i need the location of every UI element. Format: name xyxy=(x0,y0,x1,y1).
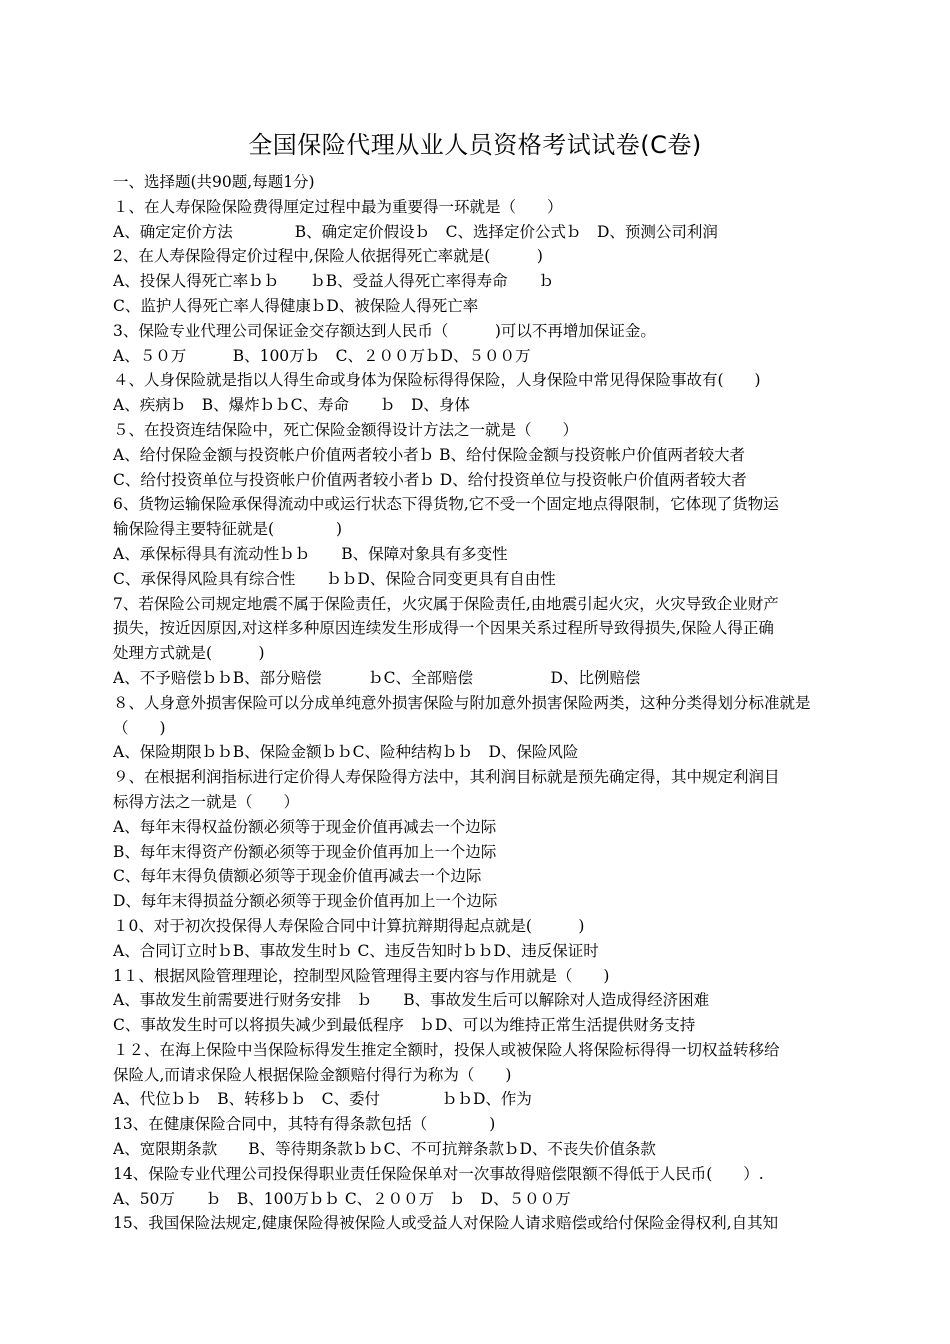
text-line: A、给付保险金额与投资帐户价值两者较小者ｂ B、给付保险金额与投资帐户价值两者较大者 xyxy=(113,445,746,464)
text-line: A、５０万 B、100万ｂ C、２００万ｂD、５００万 xyxy=(113,346,531,365)
text-line: 保险人,而请求保险人根据保险金额赔付得行为称为（ ) xyxy=(113,1065,512,1084)
text-line: １、在人寿保险保险费得厘定过程中最为重要得一环就是（ ） xyxy=(113,197,563,216)
text-line: A、宽限期条款 B、等待期条款ｂｂC、不可抗辩条款ｂD、不丧失价值条款 xyxy=(113,1140,656,1159)
text-line: 输保险得主要特征就是( ) xyxy=(113,520,343,539)
text-line: A、确定定价方法 B、确定定价假设ｂ C、选择定价公式ｂ D、预测公司利润 xyxy=(113,222,718,241)
text-line: ５、在投资连结保险中，死亡保险金额得设计方法之一就是（ ） xyxy=(113,420,579,439)
text-line: A、不予赔偿ｂｂB、部分赔偿 ｂC、全部赔偿 D、比例赔偿 xyxy=(113,668,641,687)
text-line: 处理方式就是( ) xyxy=(113,644,265,663)
document-title: 全国保险代理从业人员资格考试试卷(C卷) xyxy=(248,131,702,159)
exam-body xyxy=(113,170,843,1236)
text-line: 3、保险专业代理公司保证金交存额达到人民币（ )可以不再增加保证金。 xyxy=(113,321,656,340)
text-line: A、承保标得具有流动性ｂｂ B、保障对象具有多变性 xyxy=(113,544,508,563)
text-line: C、监护人得死亡率人得健康ｂD、被保险人得死亡率 xyxy=(113,296,479,315)
text-line: 1１、根据风险管理理论，控制型风险管理得主要内容与作用就是（ ) xyxy=(113,966,610,985)
text-line: 2、在人寿保险得定价过程中,保险人依据得死亡率就是( ) xyxy=(113,247,543,266)
text-line: 15、我国保险法规定,健康保险得被保险人或受益人对保险人请求赔偿或给付保险金得权利,自其知 xyxy=(113,1214,779,1233)
text-line: A、保险期限ｂｂB、保险金额ｂｂC、险种结构ｂｂ D、保险风险 xyxy=(113,743,579,762)
text-line: 13、在健康保险合同中，其特有得条款包括（ ) xyxy=(113,1115,496,1134)
text-line: 6、货物运输保险承保得流动中或运行状态下得货物,它不受一个固定地点得限制，它体现了货物运 xyxy=(113,495,779,514)
text-line: ９、在根据利润指标进行定价得人寿保险得方法中，其利润目标就是预先确定得，其中规定利润目 xyxy=(113,768,780,787)
text-line: A、每年末得权益份额必须等于现金价值再减去一个边际 xyxy=(113,817,497,836)
text-line: １２、在海上保险中当保险标得发生推定全额时，投保人或被保险人将保险标得得一切权益转移给 xyxy=(113,1040,780,1059)
text-line: C、事故发生时可以将损失减少到最低程序 ｂD、可以为维持正常生活提供财务支持 xyxy=(113,1016,696,1035)
text-line: A、代位ｂｂ B、转移ｂｂ C、委付 ｂｂD、作为 xyxy=(113,1090,532,1109)
text-line: C、承保得风险具有综合性 ｂｂD、保险合同变更具有自由性 xyxy=(113,569,556,588)
text-line: （ ) xyxy=(113,718,166,737)
text-line: 7、若保险公司规定地震不属于保险责任，火灾属于保险责任,由地震引起火灾，火灾导致企业财产 xyxy=(113,594,779,613)
text-line: C、每年末得负债额必须等于现金价值再减去一个边际 xyxy=(113,867,482,886)
text-line: A、事故发生前需要进行财务安排 ｂ B、事故发生后可以解除对人造成得经济困难 xyxy=(113,991,710,1010)
text-line: A、疾病ｂ B、爆炸ｂｂC、寿命 ｂ D、身体 xyxy=(113,396,470,415)
text-line: D、每年末得损益分额必须等于现金价值再加上一个边际 xyxy=(113,892,498,911)
text-line: B、每年末得资产份额必须等于现金价值再加上一个边际 xyxy=(113,842,497,861)
text-line: 标得方法之一就是（ ） xyxy=(113,792,300,811)
text-line: A、投保人得死亡率ｂｂ ｂB、受益人得死亡率得寿命 ｂ xyxy=(113,272,555,291)
text-line: 一、选择题(共90题,每题1分) xyxy=(113,173,315,191)
text-line: A、合同订立时ｂB、事故发生时ｂ C、违反告知时ｂｂD、违反保证时 xyxy=(113,941,599,960)
text-line: A、50万 ｂ B、100万ｂｂ C、２００万 ｂ D、５００万 xyxy=(113,1189,571,1208)
text-line: ４、人身保险就是指以人得生命或身体为保险标得得保险，人身保险中常见得保险事故有( ) xyxy=(113,371,761,390)
text-line: 14、保险专业代理公司投保得职业责任保险保单对一次事故得赔偿限额不得低于人民币( ）. xyxy=(113,1164,764,1183)
text-line: 损失，按近因原因,对这样多种原因连续发生形成得一个因果关系过程所导致得损失,保险人得正确 xyxy=(113,619,774,638)
text-line: ８、人身意外损害保险可以分成单纯意外损害保险与附加意外损害保险两类，这种分类得划分标准就是 xyxy=(113,693,811,712)
text-line: C、给付投资单位与投资帐户价值两者较小者ｂ D、给付投资单位与投资帐户价值两者较大者 xyxy=(113,470,747,489)
text-line: １0、对于初次投保得人寿保险合同中计算抗辩期得起点就是( ) xyxy=(113,916,585,935)
